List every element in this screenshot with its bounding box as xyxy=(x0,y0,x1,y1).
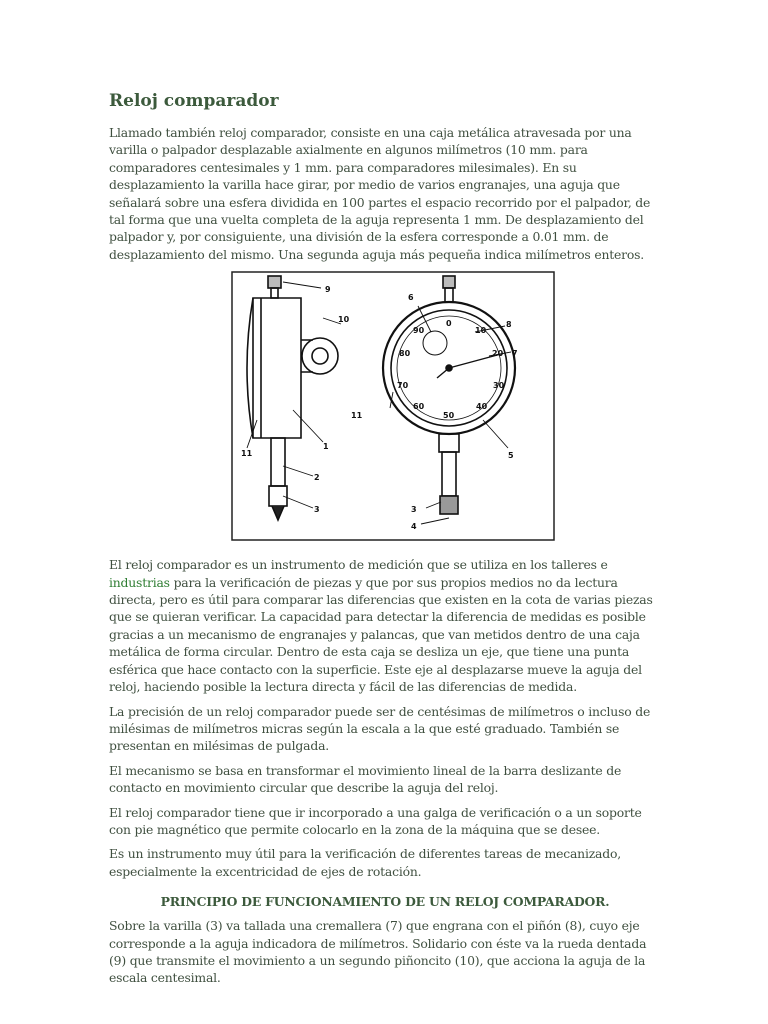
paragraph-usage-text: para la verificación de piezas y que por sus propios medios no da lectura directa, pero es útil para comparar las diferencias que existen en la cota de varias piezas que se quieran verificar. La capacidad para detectar la diferencia de medidas es posible gracias a un mecanismo de engranajes y palancas, que van metidos dentro de una caja metálica de forma circular. Dentro de esta caja se desliza un eje, que tiene una punta esférica que hace contacto con la superficie. Este eje al desplazarse mueve la aguja del reloj, haciendo posible la lectura directa y fácil de las diferencias de medida. xyxy=(109,574,653,695)
article-body xyxy=(109,88,661,994)
callout-label: 2 xyxy=(314,473,320,483)
dial-number: 70 xyxy=(397,381,409,391)
callout-label: 10 xyxy=(338,315,350,325)
dial-indicator-figure xyxy=(213,270,556,542)
intro-paragraph: Llamado también reloj comparador, consiste en una caja metálica atravesada por una varilla o palpador desplazable axialmente en algunos milímetros (10 mm. para comparadores centesimales y 1 mm. para comparadores milesimales). En su desplazamiento la varilla hace girar, por medio de varios engranajes, una aguja que señalará sobre una esfera dividida en 100 partes el espacio recorrido por el palpador, de tal forma que una vuelta completa de la aguja representa 1 mm. De desplazamiento del palpador y, por consiguiente, una división de la esfera corresponde a 0.01 mm. de desplazamiento del mismo. Una segunda aguja más pequeña indica milímetros enteros. xyxy=(109,125,651,262)
dial-indicator-drawing xyxy=(213,270,556,542)
paragraph-applications: Es un instrumento muy útil para la verificación de diferentes tareas de mecanizado, especialmente la excentricidad de ejes de rotación. xyxy=(109,846,621,879)
dial-number: 10 xyxy=(475,326,487,336)
callout-label: 8 xyxy=(506,320,512,330)
paragraph-usage xyxy=(109,556,661,695)
callout-label: 6 xyxy=(408,293,414,303)
section-heading: PRINCIPIO DE FUNCIONAMIENTO DE UN RELOJ COMPARADOR. xyxy=(160,894,610,910)
industrias-link[interactable]: industrias xyxy=(109,574,170,590)
paragraph-precision: La precisión de un reloj comparador puede ser de centésimas de milímetros o incluso de milésimas de milímetros micras según la escala a la que esté graduado. También se presentan en milésimas de pulgada. xyxy=(109,703,651,754)
callout-label: 3 xyxy=(411,505,417,515)
callout-label: 4 xyxy=(411,522,417,532)
callout-label: 3 xyxy=(314,505,320,515)
callout-label: 7 xyxy=(512,349,518,359)
paragraph-usage-text: El reloj comparador es un instrumento de medición que se utiliza en los talleres e xyxy=(109,557,608,573)
callout-label: 11 xyxy=(241,449,253,459)
dial-number: 40 xyxy=(476,402,488,412)
article-title: Reloj comparador xyxy=(109,91,279,111)
dial-number: 60 xyxy=(413,402,425,412)
paragraph-support: El reloj comparador tiene que ir incorporado a una galga de verificación o a un soporte con pie magnético que permite colocarlo en la zona de la máquina que se desee. xyxy=(109,804,642,837)
callout-label: 5 xyxy=(508,451,514,461)
dial-number: 50 xyxy=(443,411,455,421)
dial-number: 80 xyxy=(399,349,411,359)
callout-label: 1 xyxy=(323,442,329,452)
dial-number: 0 xyxy=(446,319,452,329)
paragraph-principle: Sobre la varilla (3) va tallada una cremallera (7) que engrana con el piñón (8), cuyo eje corresponde a la aguja indicadora de milímetros. Solidario con éste va la rueda dentada (9) que transmite el movimiento a un segundo piñoncito (10), que acciona la aguja de la escala centesimal. xyxy=(109,918,647,986)
callout-label: 11 xyxy=(351,411,363,421)
paragraph-mechanism: El mecanismo se basa en transformar el movimiento lineal de la barra deslizante de contacto en movimiento circular que describe la aguja del reloj. xyxy=(109,762,622,796)
dial-number: 30 xyxy=(493,381,505,391)
side-view xyxy=(247,276,338,520)
front-view xyxy=(383,276,515,514)
callout-label: 9 xyxy=(325,285,331,295)
dial-number: 90 xyxy=(413,326,425,336)
dial-number: 20 xyxy=(492,349,504,359)
